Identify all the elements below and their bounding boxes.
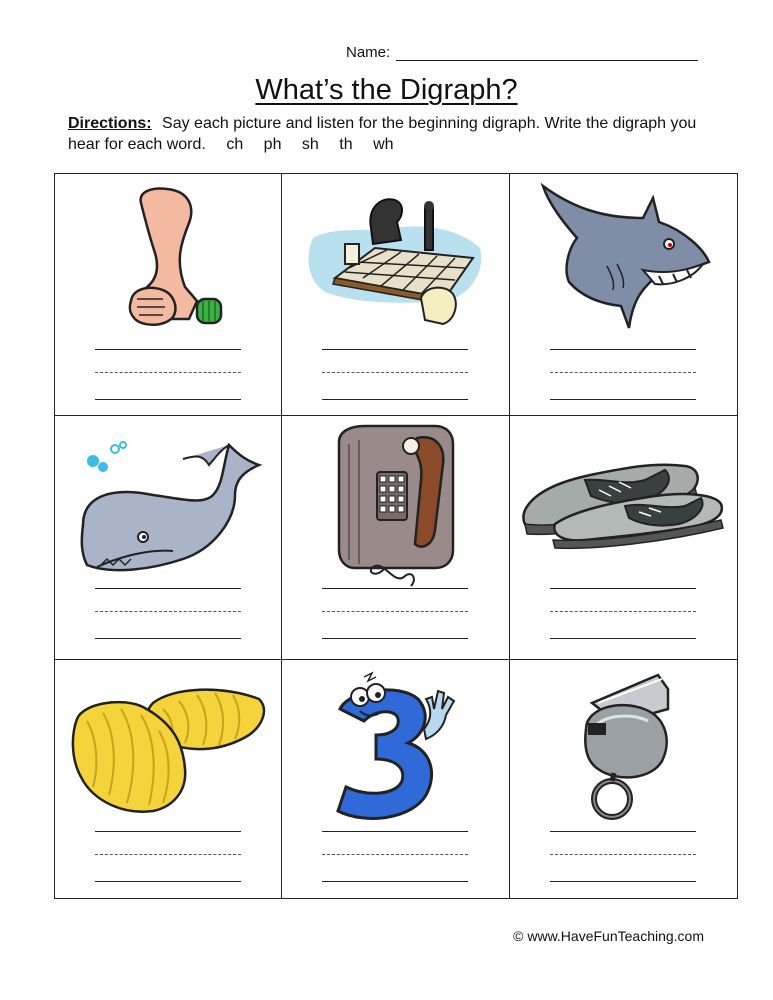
chips-icon (55, 664, 281, 834)
answer-lines[interactable] (95, 588, 241, 639)
name-field[interactable] (396, 45, 698, 61)
directions-label: Directions: (68, 115, 152, 132)
cell-whale (55, 416, 282, 660)
digraph-th: th (339, 136, 353, 153)
thumb-icon (55, 178, 281, 348)
name-label: Name: (346, 44, 391, 61)
picture-grid (54, 173, 738, 899)
cell-chips (55, 660, 282, 898)
answer-lines[interactable] (322, 349, 468, 400)
cell-shark (510, 174, 737, 416)
cell-chess (282, 174, 509, 416)
digraph-wh: wh (373, 136, 394, 153)
cell-thumb (55, 174, 282, 416)
whistle-icon (510, 664, 737, 834)
answer-lines[interactable] (550, 588, 696, 639)
answer-lines[interactable] (95, 831, 241, 882)
answer-lines[interactable] (95, 349, 241, 400)
whale-icon (55, 420, 281, 590)
shark-icon (510, 178, 737, 348)
answer-lines[interactable] (550, 831, 696, 882)
answer-lines[interactable] (550, 349, 696, 400)
name-row (346, 44, 698, 61)
page-title: What’s the Digraph? (255, 74, 518, 106)
three-icon (282, 664, 508, 834)
cell-shoes (510, 416, 737, 660)
digraph-ph: ph (263, 136, 282, 153)
copyright: © www.HaveFunTeaching.com (513, 928, 704, 944)
phone-icon (282, 420, 508, 590)
digraph-sh: sh (301, 136, 319, 153)
answer-lines[interactable] (322, 831, 468, 882)
digraph-ch: ch (226, 136, 244, 153)
cell-whistle (510, 660, 737, 898)
cell-three (282, 660, 509, 898)
shoes-icon (510, 420, 737, 590)
directions (68, 113, 708, 155)
answer-lines[interactable] (322, 588, 468, 639)
chess-icon (282, 178, 508, 348)
directions-text: Say each picture and listen for the beginning digraph. Write the digraph you hear for each word. (68, 115, 697, 153)
cell-phone (282, 416, 509, 660)
